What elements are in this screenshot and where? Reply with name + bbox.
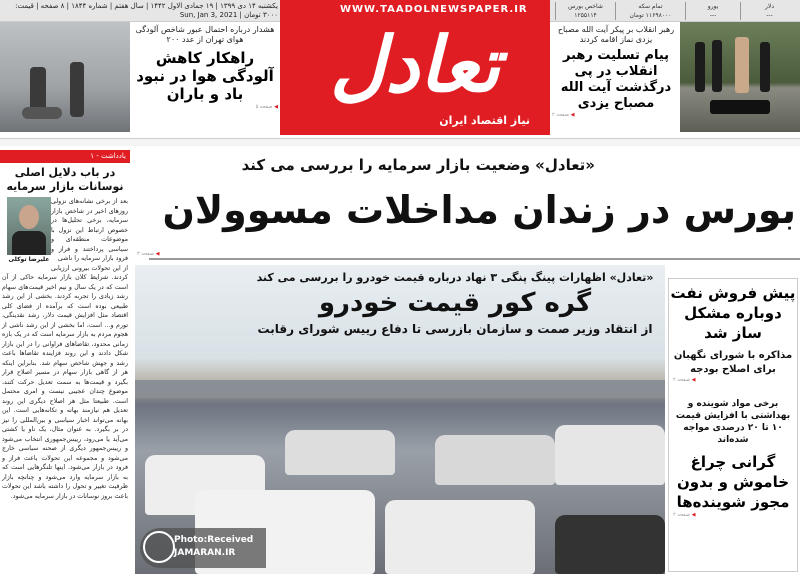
market-euro bbox=[685, 2, 740, 20]
story-subhead: از انتقاد وزیر صمت و سازمان بازرسی تا دفاع رییس شورای رقابت bbox=[257, 322, 653, 336]
story-subhead: مذاکره با شورای نگهبان برای اصلاح بودجه bbox=[673, 350, 793, 375]
divider bbox=[0, 138, 800, 146]
detergent-story[interactable] bbox=[669, 398, 797, 519]
page-ref: ◀ صفحه ۲ bbox=[673, 512, 696, 518]
jamaran-logo-icon bbox=[143, 531, 175, 563]
newspaper-tagline: نیاز اقتصاد ایران bbox=[439, 114, 530, 127]
arrow-icon: ◀ bbox=[691, 512, 696, 518]
editorial-body-wrap bbox=[0, 197, 130, 501]
page-ref: ◀ صفحه ۵ bbox=[255, 104, 278, 110]
lead-supertitle: «تعادل» وضعیت بازار سرمایه را بررسی می کند bbox=[241, 156, 595, 174]
market-dollar bbox=[740, 2, 798, 20]
market-value: --- bbox=[709, 12, 717, 19]
watermark-line: JAMARAN.IR bbox=[174, 548, 236, 558]
story-kicker: هشدار درباره احتمال عبور شاخص آلودگی هوای تهران از عدد ۲۰۰ bbox=[135, 25, 275, 44]
editorial-body-intro: بعد از برخی نشانه‌های نزولی روزهای اخیر در شاخص بازار سرمایه، برخی تحلیل‌ها در خصوص ارتباط این نزول با موضوعات منطقه‌ای و سیاسی پرداختند و فراز و فرود بازار سرمایه را ناشی bbox=[51, 198, 128, 262]
market-label: تمام سکه bbox=[638, 3, 663, 10]
arrow-icon: ◀ bbox=[274, 104, 278, 110]
watermark-line: Photo:Received bbox=[174, 535, 254, 545]
top-right-story[interactable] bbox=[552, 25, 680, 119]
page-ref: ◀ صفحه ۳ bbox=[137, 251, 160, 257]
oil-story[interactable] bbox=[669, 279, 797, 384]
author-box bbox=[5, 197, 51, 264]
website-url: WWW.TAADOLNEWSPAPER.IR bbox=[340, 4, 528, 15]
page-ref: ◀ صفحه ۲ bbox=[552, 112, 575, 118]
arrow-icon: ◀ bbox=[570, 112, 575, 118]
photo-watermark bbox=[140, 528, 266, 568]
right-column bbox=[668, 278, 798, 572]
market-gold-coin bbox=[615, 2, 685, 20]
market-value: ۱۱۶۹۸۰۰۰ تومان bbox=[629, 12, 672, 19]
market-label: شاخص بورس bbox=[568, 3, 603, 10]
story-headline: پیش فروش نفت دوباره مشکل ساز شد bbox=[670, 284, 796, 342]
divider bbox=[149, 258, 800, 260]
story-headline: گره کور قیمت خودرو bbox=[318, 288, 592, 318]
market-value: --- bbox=[766, 12, 773, 19]
dateline: یکشنبه ۱۴ دی ۱۳۹۹ | ۱۹ جمادی الاول ۱۴۴۲ | سال هفتم | شماره ۱۸۴۴ | ۸ صفحه | قیمت: ۳۰۰۰ تومان | Sun, Jan 3, 2021 bbox=[15, 2, 278, 19]
page-ref: ◀ صفحه ۲ bbox=[673, 377, 696, 383]
editorial-body: از این تحولات بیرونی ارزیابی کردند. شرایط کلان بازار سرمایه حاکی از آن است که در یک سال و نیم اخیر قیمت‌های سهام رشد زیادی را تجربه کردند. بخشی از این رشد طبیعی بوده است که برآمده از فضای کلی اقتصاد مثل افزایش قیمت دلار، رشد نقدینگی، تورم و... است، اما بخشی از این رشد ناشی از هجوم مردم به بازار سرمایه است که در یک بازه زمانی محدود، تقاضاهای فراوانی را در این بازار شکل دادند و این روند فزاینده تقاضاها باعث رشد و جهش شاخص سهام شد. بنابراین اینکه هر از گاهی بازار سهام در مسیر اصلاح قرار بگیرد و قیمت‌ها به سمت تعدیل حرکت کنند، موضوع چندان عجیبی نیست و امری محتمل است. طبیعتا مثل هر اصلاح دیگری این روند تعدیل هم نیازمند بهانه و تکانه‌هایی است. این بهانه می‌تواند اخبار سیاسی و بین‌المللی را نیز در بر بگیرد. به عنوان مثال، یک ناو یا کشتی می‌آید یا می‌رود، رییس‌جمهوری انتخاب می‌شود و رییس‌جمهور دیگری از صحنه سیاسی خارج می‌شود و مجموعه این تحولات باعث فراز و فرود در بازار می‌شود. اینها تلنگرهایی است که به بازار سرمایه وارد می‌شود و چنانچه بازار ظرفیت تغییر و تحول را داشته باشد این تحولات باعث بروز نوسانات در بازار سرمایه می‌شود. bbox=[2, 264, 128, 500]
story-headline: پیام تسلیت رهبر انقلاب در پی درگذشت آیت الله مصباح یزدی bbox=[560, 48, 672, 111]
arrow-icon: ◀ bbox=[155, 251, 160, 257]
market-value: ۱۲۵۵۱۱۴ bbox=[574, 12, 597, 19]
story-kicker: برخی مواد شوینده و بهداشتی با افزایش قیمت ۱۰ تا ۲۰ درصدی مواجه شده‌اند bbox=[675, 399, 791, 445]
arrow-icon: ◀ bbox=[691, 377, 696, 383]
air-pollution-photo bbox=[0, 22, 130, 132]
top-left-story[interactable] bbox=[132, 25, 278, 111]
story-headline: راهکار کاهش آلودگی هوا در نبود باد و باران bbox=[136, 49, 274, 103]
newspaper-name: تعادل bbox=[329, 20, 501, 109]
market-label: یورو bbox=[707, 3, 719, 10]
masthead-logo bbox=[280, 0, 550, 135]
market-label: دلار bbox=[765, 3, 774, 10]
story-kicker: رهبر انقلاب بر پیکر آیت الله مصباح یزدی نماز اقامه کردند bbox=[557, 25, 675, 44]
editorial-column[interactable] bbox=[0, 150, 130, 501]
market-stock-index bbox=[555, 2, 615, 20]
car-story[interactable] bbox=[135, 270, 665, 337]
editorial-title: در باب دلایل اصلی نوسانات بازار سرمایه bbox=[6, 166, 124, 193]
author-photo bbox=[7, 197, 51, 255]
story-kicker: «تعادل» اظهارات پینگ پنگی ۳ نهاد درباره قیمت خودرو را بررسی می کند bbox=[256, 271, 654, 284]
lead-story[interactable] bbox=[135, 148, 800, 265]
lead-headline: بورس در زندان مداخلات مسوولان bbox=[162, 188, 796, 232]
editorial-label: یادداشت - ۱ bbox=[0, 150, 130, 163]
story-headline: گرانی چراغ خاموش و بدون مجوز شوینده‌ها bbox=[676, 453, 790, 511]
funeral-prayer-photo bbox=[680, 22, 800, 132]
author-name: علیرضا توکلی bbox=[8, 256, 50, 263]
